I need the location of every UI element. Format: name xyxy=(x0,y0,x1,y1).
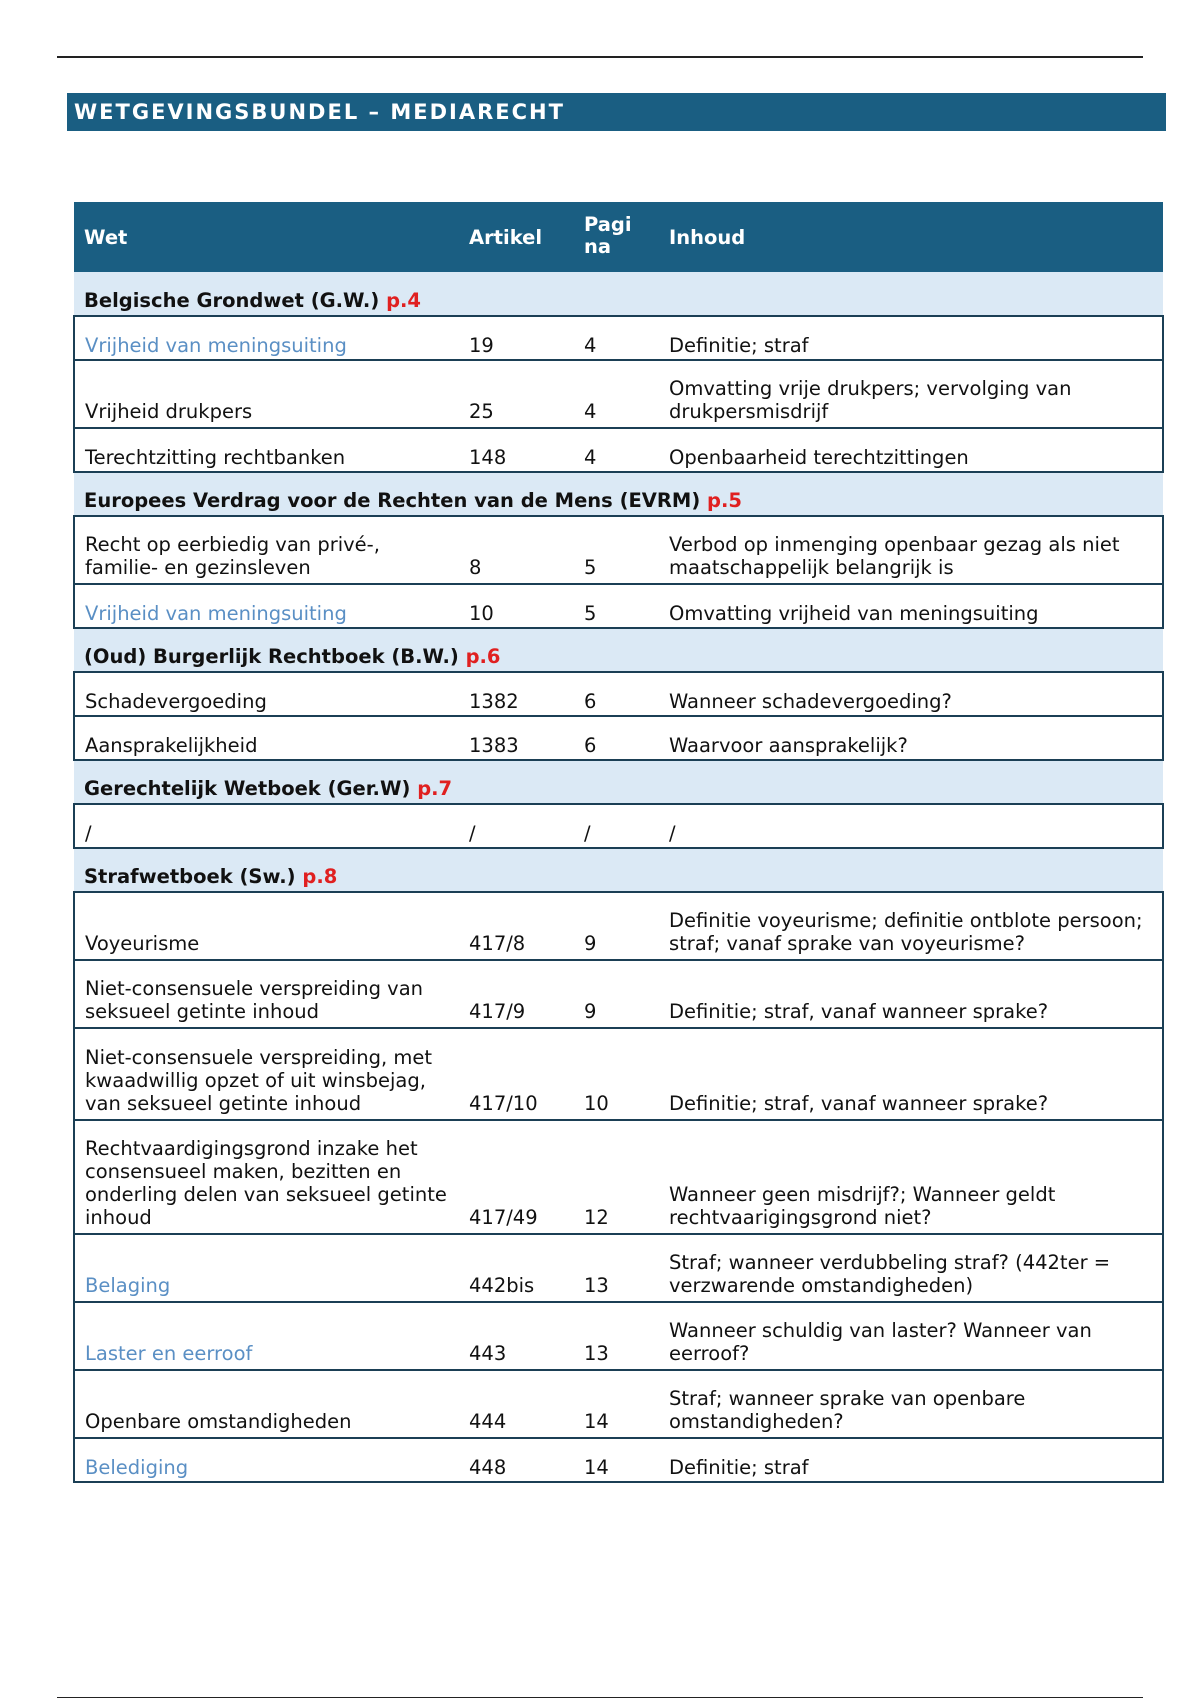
table-row xyxy=(74,716,1163,760)
row-artikel: 25 xyxy=(459,360,574,428)
header-inhoud: Inhoud xyxy=(669,225,746,249)
row-inhoud: Waarvoor aansprakelijk? xyxy=(659,716,1163,760)
section-title-cell xyxy=(74,848,1163,892)
row-artikel: 444 xyxy=(459,1370,574,1438)
row-wet: Aansprakelijkheid xyxy=(74,716,459,760)
row-artikel: 417/8 xyxy=(459,892,574,960)
row-inhoud: Straf; wanneer verdubbeling straf? (442ter = verzwarende omstandigheden) xyxy=(659,1234,1163,1302)
row-inhoud: Wanneer schadevergoeding? xyxy=(659,672,1163,716)
row-artikel: 148 xyxy=(459,428,574,472)
row-wet: Voyeurisme xyxy=(74,892,459,960)
section-evrm xyxy=(74,472,1163,628)
row-inhoud: / xyxy=(659,804,1163,848)
row-wet: Recht op eerbiedig van privé-, familie- en gezinsleven xyxy=(74,516,459,584)
section-strafwetboek xyxy=(74,848,1163,1482)
row-link-wet[interactable]: Belaging xyxy=(74,1234,459,1302)
row-inhoud: Definitie; straf xyxy=(659,1438,1163,1482)
row-artikel: 8 xyxy=(459,516,574,584)
row-pagina: 5 xyxy=(574,584,659,628)
row-inhoud: Verbod op inmenging openbaar gezag als niet maatschappelijk belangrijk is xyxy=(659,516,1163,584)
bottom-rule xyxy=(57,1697,1143,1698)
row-pagina: 10 xyxy=(574,1028,659,1120)
row-wet: Openbare omstandigheden xyxy=(74,1370,459,1438)
row-inhoud: Definitie voyeurisme; definitie ontblote persoon; straf; vanaf sprake van voyeurisme? xyxy=(659,892,1163,960)
row-inhoud: Omvatting vrijheid van meningsuiting xyxy=(659,584,1163,628)
row-pagina: 6 xyxy=(574,716,659,760)
row-inhoud: Openbaarheid terechtzittingen xyxy=(659,428,1163,472)
table-row xyxy=(74,1120,1163,1234)
banner-title: WETGEVINGSBUNDEL – MEDIARECHT xyxy=(67,93,1166,131)
row-artikel: 443 xyxy=(459,1302,574,1370)
row-wet: / xyxy=(74,804,459,848)
table-row xyxy=(74,1302,1163,1370)
header-wet: Wet xyxy=(84,225,128,249)
row-pagina: / xyxy=(574,804,659,848)
table-row xyxy=(74,516,1163,584)
row-link-wet[interactable]: Vrijheid van meningsuiting xyxy=(74,316,459,360)
section-gerechtelijk-wetboek xyxy=(74,760,1163,848)
row-pagina: 12 xyxy=(574,1120,659,1234)
section-page-ref: p.5 xyxy=(707,489,742,512)
row-pagina: 6 xyxy=(574,672,659,716)
row-pagina: 9 xyxy=(574,892,659,960)
section-page-ref: p.8 xyxy=(302,865,338,888)
row-wet: Terechtzitting rechtbanken xyxy=(74,428,459,472)
table-header-row xyxy=(74,202,1163,272)
row-pagina: 4 xyxy=(574,428,659,472)
row-wet: Schadevergoeding xyxy=(74,672,459,716)
table-row xyxy=(74,892,1163,960)
section-title: (Oud) Burgerlijk Rechtboek (B.W.) xyxy=(84,645,459,668)
row-artikel: 10 xyxy=(459,584,574,628)
row-link-wet[interactable]: Laster en eerroof xyxy=(74,1302,459,1370)
table-row xyxy=(74,1234,1163,1302)
section-title-cell xyxy=(74,272,1163,316)
row-artikel: 1383 xyxy=(459,716,574,760)
table-row xyxy=(74,1370,1163,1438)
row-pagina: 14 xyxy=(574,1370,659,1438)
section-title-cell xyxy=(74,472,1163,516)
section-header xyxy=(74,472,1163,516)
row-artikel: 448 xyxy=(459,1438,574,1482)
section-title: Europees Verdrag voor de Rechten van de Mens (EVRM) xyxy=(84,489,701,512)
table-row xyxy=(74,428,1163,472)
section-title-cell xyxy=(74,760,1163,804)
row-inhoud: Definitie; straf, vanaf wanneer sprake? xyxy=(659,1028,1163,1120)
row-artikel: 19 xyxy=(459,316,574,360)
section-page-ref: p.4 xyxy=(386,289,421,312)
section-header xyxy=(74,272,1163,316)
section-page-ref: p.6 xyxy=(465,645,501,668)
row-artikel: 417/9 xyxy=(459,960,574,1028)
row-artikel: 1382 xyxy=(459,672,574,716)
section-header xyxy=(74,760,1163,804)
section-burgerlijk-wetboek xyxy=(74,628,1163,760)
row-wet: Vrijheid drukpers xyxy=(74,360,459,428)
row-artikel: 417/10 xyxy=(459,1028,574,1120)
row-inhoud: Wanneer geen misdrijf?; Wanneer geldt rechtvaarigingsgrond niet? xyxy=(659,1120,1163,1234)
header-pagina-line2: na xyxy=(584,234,612,258)
row-pagina: 14 xyxy=(574,1438,659,1482)
table-row xyxy=(74,672,1163,716)
table-row xyxy=(74,316,1163,360)
row-wet: Rechtvaardigingsgrond inzake het consensueel maken, bezitten en onderling delen van seksueel getinte inhoud xyxy=(74,1120,459,1234)
row-inhoud: Wanneer schuldig van laster? Wanneer van eerroof? xyxy=(659,1302,1163,1370)
row-artikel: 442bis xyxy=(459,1234,574,1302)
row-pagina: 4 xyxy=(574,360,659,428)
law-table xyxy=(73,202,1164,1483)
row-pagina: 4 xyxy=(574,316,659,360)
row-link-wet[interactable]: Belediging xyxy=(74,1438,459,1482)
row-artikel: / xyxy=(459,804,574,848)
row-artikel: 417/49 xyxy=(459,1120,574,1234)
table-row xyxy=(74,960,1163,1028)
row-inhoud: Definitie; straf, vanaf wanneer sprake? xyxy=(659,960,1163,1028)
row-wet: Niet-consensuele verspreiding van seksueel getinte inhoud xyxy=(74,960,459,1028)
top-rule xyxy=(57,56,1143,58)
header-artikel: Artikel xyxy=(469,225,543,249)
section-grondwet xyxy=(74,272,1163,472)
row-link-wet[interactable]: Vrijheid van meningsuiting xyxy=(74,584,459,628)
row-pagina: 13 xyxy=(574,1302,659,1370)
section-title: Strafwetboek (Sw.) xyxy=(84,865,296,888)
section-header xyxy=(74,628,1163,672)
row-pagina: 13 xyxy=(574,1234,659,1302)
table-row xyxy=(74,804,1163,848)
table-row xyxy=(74,360,1163,428)
table-row xyxy=(74,584,1163,628)
section-header xyxy=(74,848,1163,892)
row-inhoud: Straf; wanneer sprake van openbare omstandigheden? xyxy=(659,1370,1163,1438)
row-inhoud: Definitie; straf xyxy=(659,316,1163,360)
header-pagina xyxy=(574,202,659,272)
row-inhoud: Omvatting vrije drukpers; vervolging van drukpersmisdrijf xyxy=(659,360,1163,428)
row-pagina: 9 xyxy=(574,960,659,1028)
table-row xyxy=(74,1028,1163,1120)
section-title: Gerechtelijk Wetboek (Ger.W) xyxy=(84,777,411,800)
row-wet: Niet-consensuele verspreiding, met kwaadwillig opzet of uit winsbejag, van seksueel getinte inhoud xyxy=(74,1028,459,1120)
section-page-ref: p.7 xyxy=(417,777,453,800)
table-row xyxy=(74,1438,1163,1482)
section-title: Belgische Grondwet (G.W.) xyxy=(84,289,380,312)
row-pagina: 5 xyxy=(574,516,659,584)
header-pagina-line1: Pagi xyxy=(584,212,632,236)
section-title-cell xyxy=(74,628,1163,672)
